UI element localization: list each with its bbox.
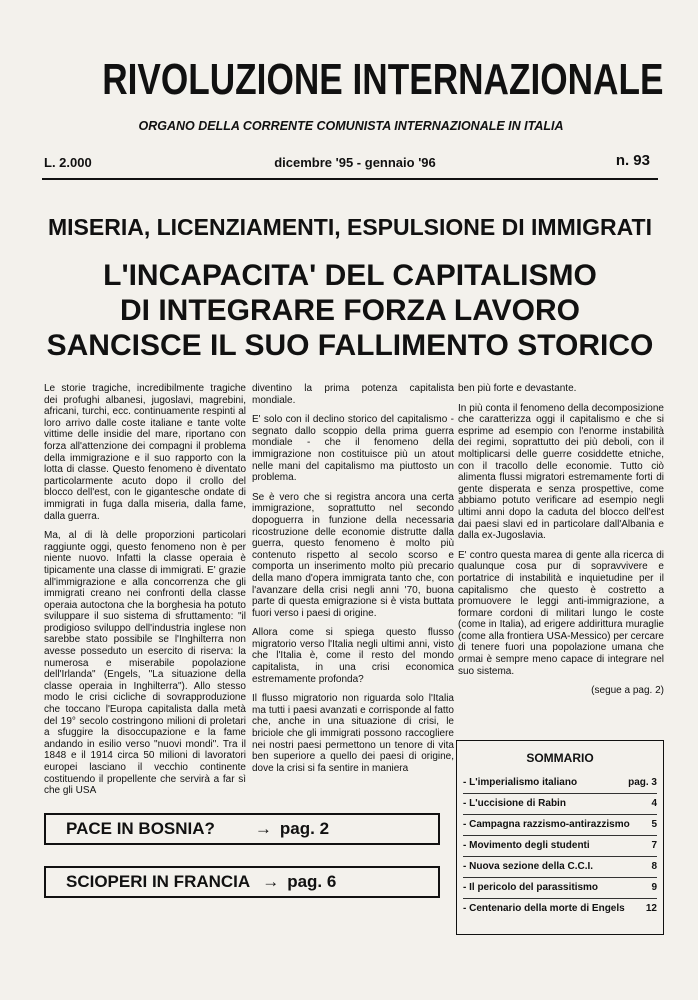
- sommario-item-label: - Centenario della morte di Engels: [463, 903, 625, 914]
- teaser-title: PACE IN BOSNIA?: [66, 819, 215, 838]
- sommario-item-label: - L'imperialismo italiano: [463, 777, 578, 788]
- sommario-item-page: 9: [651, 882, 657, 893]
- header-rule: [42, 178, 658, 180]
- article-paragraph: Le storie tragiche, incredibilmente tragiche dei profughi albanesi, jugoslavi, magrebini, africani, turchi, ecc. continuamente respinti al loro arrivo dalle coste italiane e tante volte vittime delle insidie del mare, riportano con forza all'attenzione dei compagni il problema della immigrazione e il suo rapporto con la lotta di classe. Questo fenomeno è diventato particolarmente acuto dopo il crollo del blocco dell'est, con le gigantesche ondate di immigrati in fuga dalla miseria, dalla fame, dalla guerra.: [44, 383, 246, 522]
- sommario-item[interactable]: [463, 899, 657, 919]
- article-paragraph: Ma, al di là delle proporzioni particolari raggiunte oggi, questo fenomeno non è per niente nuovo. Infatti la classe operaia è tipicamente una classe di immigrati. E' grazie all'immigrazione e alla concorrenza che gli immigrati creano nei confronti della classe operaia autoctona che la borghesia ha potuto sviluppare il suo sistema di sfruttamento: "il prodigioso sviluppo dell'industria inglese non sarebbe stato possibile se l'Inghilterra non avesse posseduto un esercito di riserva: la numerosa e miserabile popolazione dell'Irlanda" (Engels, "La situazione della classe operaia in Inghilterra"). Allo stesso modo le crisi cicliche di sovrapproduzione che toccano l'Europa capitalista dalla metà del 19° secolo costringono milioni di proletari a sfuggire la disoccupazione e la fame andando in esilio verso "nuovi mondi". Tra il 1848 e il 1914 circa 50 milioni di lavoratori europei lasciano il vecchio continente costituendo il propellente che servirà a far sì che gli USA: [44, 530, 246, 797]
- sommario-box: [456, 740, 664, 935]
- issue-date: dicembre '95 - gennaio '96: [274, 155, 436, 170]
- headline-line: DI INTEGRARE FORZA LAVORO: [120, 294, 580, 327]
- sommario-item-label: - Movimento degli studenti: [463, 840, 590, 851]
- sommario-item-label: - L'uccisione di Rabin: [463, 798, 566, 809]
- teaser-title: SCIOPERI IN FRANCIA: [66, 872, 251, 891]
- teaser-box-bosnia[interactable]: [44, 813, 440, 845]
- article-column-3: [458, 383, 664, 697]
- sommario-item-label: - Il pericolo del parassitismo: [463, 882, 599, 893]
- sommario-item-page: 7: [651, 840, 657, 851]
- continued-note: (segue a pag. 2): [591, 685, 664, 697]
- sommario-item-page: 5: [651, 819, 657, 830]
- article-paragraph: Allora come si spiega questo flusso migratorio verso l'Italia negli ultimi anni, visto che l'Italia è, come il resto del mondo capitalista, in una crisi economica estremamente profonda?: [252, 627, 454, 685]
- article-paragraph: In più conta il fenomeno della decomposizione che caratterizza oggi il capitalismo e che si esprime ad esempio con l'enorme instabilità dei regimi, soprattutto dei più deboli, con il moltiplicarsi delle guerre cosiddette etniche, con il tracollo delle economie. Tutto ciò alimenta flussi migratori estremamente forti di gente disperata e senza prospettive, come abbiamo potuto verificare ad esempio negli ultimi anni dopo la caduta del blocco dell'est dai paesi slavi ed in particolare dall'Albania e dalla ex-Jugoslavia.: [458, 402, 664, 542]
- sommario-item[interactable]: [463, 815, 657, 836]
- masthead-subtitle: ORGANO DELLA CORRENTE COMUNISTA INTERNAZIONALE IN ITALIA: [138, 119, 564, 133]
- sommario-item-page: pag. 3: [628, 777, 657, 788]
- sommario-item-label: - Campagna razzismo-antirazzismo: [463, 819, 630, 830]
- article-paragraph: E' solo con il declino storico del capitalismo - segnato dallo scoppio della prima guerra mondiale - che il fenomeno della immigrazione non costituisce più un atout nelle mani del capitalismo ma piuttosto un problema.: [252, 414, 454, 484]
- headline-line: L'INCAPACITA' DEL CAPITALISMO: [103, 259, 597, 292]
- sommario-title: SOMMARIO: [526, 751, 594, 765]
- masthead-title: RIVOLUZIONE INTERNAZIONALE: [102, 55, 664, 104]
- sommario-item-page: 8: [651, 861, 657, 872]
- headline-kicker: MISERIA, LICENZIAMENTI, ESPULSIONE DI IMMIGRATI: [48, 214, 652, 240]
- article-column-1: [44, 383, 246, 805]
- sommario-item[interactable]: [463, 836, 657, 857]
- teaser-page: pag. 2: [279, 819, 330, 838]
- article-paragraph: Se è vero che si registra ancora una certa immigrazione, soprattutto nel secondo dopoguerra in funzione della necessaria ricostruzione delle economie distrutte dalla guerra, questo fenomeno è molto più contenuto rispetto al secolo scorso e comporta un inserimento molto più precario della mano d'opera immigrata tanto che, con l'avanzare della crisi negli anni '70, buona parte di questa emigrazione si è vista buttata fuori verso i paesi di origine.: [252, 491, 454, 619]
- article-paragraph: diventino la prima potenza capitalista mondiale.: [252, 383, 454, 406]
- sommario-item-page: 4: [651, 798, 657, 809]
- article-column-2: [252, 383, 454, 782]
- article-paragraph: ben più forte e devastante.: [458, 383, 577, 394]
- main-headline: [30, 258, 670, 363]
- article-paragraph: Il flusso migratorio non riguarda solo l'Italia ma tutti i paesi avanzati e corrisponde al fatto che, anche in una situazione di crisi, le briciole che gli immigrati possono raccogliere nei nostri paesi permettono un tenore di vita ben superiore a quello dei paesi di origine, dove la crisi si fa sentire in maniera: [252, 693, 454, 774]
- issue-number: n. 93: [615, 152, 650, 169]
- sommario-item-page: 12: [645, 903, 657, 914]
- arrow-right-icon: →: [262, 872, 280, 891]
- headline-line: SANCISCE IL SUO FALLIMENTO STORICO: [46, 329, 654, 362]
- teaser-page: pag. 6: [287, 872, 337, 891]
- price: L. 2.000: [44, 155, 92, 170]
- arrow-right-icon: →: [254, 819, 272, 838]
- teaser-box-francia[interactable]: [44, 866, 440, 898]
- sommario-item-label: - Nuova sezione della C.C.I.: [463, 861, 594, 872]
- sommario-item[interactable]: [463, 878, 657, 899]
- sommario-item[interactable]: [463, 773, 657, 794]
- article-paragraph: E' contro questa marea di gente alla ricerca di qualunque cosa pur di sopravvivere e portatrice di instabilità e inquietudine per il capitalismo che questo è costretto a promuovere le leggi anti-immigrazione, a formare cordoni di militari lungo le coste (come in Italia), ad erigere addirittura muraglie (come alla frontiera USA-Messico) per cercare di tenere fuori una popolazione umana che ormai è sempre meno capace di integrare nel suo sistema.: [458, 549, 664, 677]
- sommario-item[interactable]: [463, 794, 657, 815]
- sommario-item[interactable]: [463, 857, 657, 878]
